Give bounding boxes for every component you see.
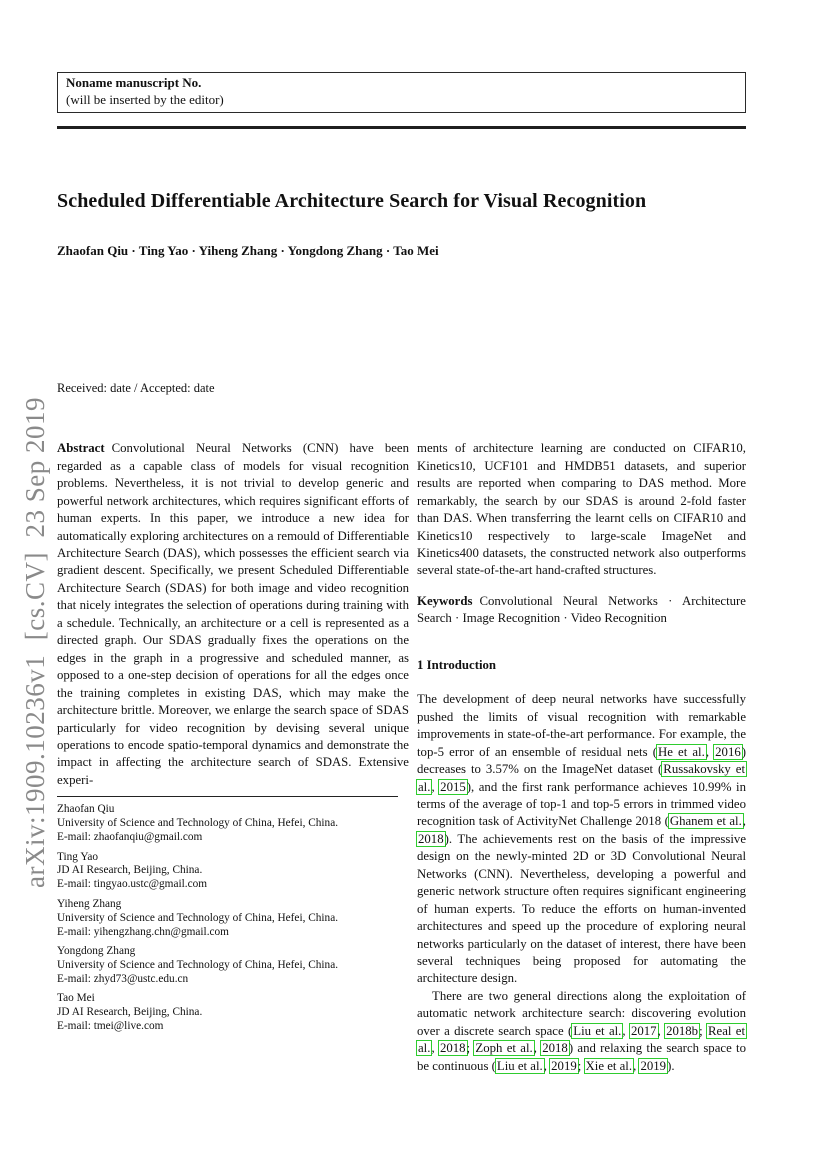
citation-link[interactable]: Russakovsky et al.: [418, 762, 746, 794]
footnote-affiliation: University of Science and Technology of China, Hefei, China.: [57, 817, 339, 830]
citation-link[interactable]: 2019: [551, 1058, 577, 1073]
citation-link[interactable]: 2016: [715, 744, 741, 759]
citation-link[interactable]: 2015: [440, 779, 466, 794]
footnote-affiliation: JD AI Research, Beijing, China.: [57, 864, 203, 877]
footnote-email: E-mail: tingyao.ustc@gmail.com: [57, 878, 208, 891]
citation-link[interactable]: 2018: [418, 831, 444, 846]
right-column: [417, 440, 746, 1075]
section-heading-introduction: 1 Introduction: [417, 657, 497, 672]
received-accepted-line: Received: date / Accepted: date: [57, 381, 215, 396]
footnote-email: E-mail: yihengzhang.chn@gmail.com: [57, 925, 229, 938]
manuscript-note-box: [57, 72, 746, 113]
footnote-email: E-mail: tmei@live.com: [57, 1020, 164, 1032]
citation-link[interactable]: He et al.: [657, 744, 705, 759]
footnote-affiliation: JD AI Research, Beijing, China.: [57, 1006, 203, 1019]
intro-paragraph-1: The development of deep neural networks have successfully pushed the limits of visual recognition with remarkable improvements in state-of-the-art performance. For example, the top-5 error of an ensemble of residual nets (He et al., 2016) decreases to 3.57% on the ImageNet dataset (Russakovsky et al., 2015), and the first rank performance achieves 10.99% in terms of the average of top-1 and top-5 errors in trimmed video recognition task of ActivityNet Challenge 2018 (Ghanem et al., 2018). The achievements rest on the basis of the impressive design on the newly-minted 2D or 3D Convolutional Neural Networks (CNN). Nevertheless, developing a powerful and generic network structure often requires significant engineering of human experts. To reduce the efforts on human-invented architectures and speed up the procedure of exploring neural networks particularly on the dataset of interest, there have been several techniques being proposed for automating the architecture design.: [417, 692, 746, 986]
citation-link[interactable]: 2017: [630, 1023, 657, 1038]
footnote-entry: [57, 992, 409, 1034]
footnote-block: [57, 796, 409, 1034]
keywords-paragraph: [417, 593, 746, 628]
citation-link[interactable]: 2018: [542, 1041, 568, 1056]
two-column-body: [57, 440, 746, 1075]
abstract-paragraph: [57, 440, 409, 789]
citation-link[interactable]: Xie et al.: [585, 1058, 633, 1073]
citation-link[interactable]: Real et al.: [418, 1023, 746, 1056]
footnote-affiliation: University of Science and Technology of China, Hefei, China.: [57, 911, 339, 924]
citation-link[interactable]: Liu et al.: [573, 1023, 622, 1038]
footnote-entry: [57, 803, 409, 845]
citation-link[interactable]: 2019: [640, 1058, 667, 1073]
keywords-text: Convolutional Neural Networks · Architecture Search · Image Recognition · Video Recognition: [417, 593, 746, 626]
abstract-continuation: ments of architecture learning are conducted on CIFAR10, Kinetics10, UCF101 and HMDB51 datasets, and superior results are reported when comparing to DAS method. More remarkably, the search by our SDAS is around 2-fold faster than DAS. When transferring the learnt cells on CIFAR10 and Kinetics10 respectively to large-scale ImageNet and Kinetics400 datasets, the constructed network also outperforms several state-of-the-art hand-crafted structures.: [417, 441, 746, 578]
paper-page: [57, 0, 746, 1075]
footnote-entry: [57, 945, 409, 987]
footnote-email: E-mail: zhyd73@ustc.edu.cn: [57, 972, 189, 985]
footnote-author-name: Zhaofan Qiu: [57, 803, 115, 816]
footnote-entry: [57, 851, 409, 893]
footnote-author-name: Tao Mei: [57, 992, 95, 1005]
citation-link[interactable]: Zoph et al.: [475, 1041, 533, 1056]
intro-paragraph-2: There are two general directions along the exploitation of automatic network architecture search: discovering evolution over a discrete search space (Liu et al., 2017, 2018b; Real et al., 2018; Zoph et al., 2018) and relaxing the search space to be continuous (Liu et al., 2019; Xie et al., 2019).: [417, 988, 747, 1073]
footnote-author-name: Yongdong Zhang: [57, 944, 136, 957]
footnote-rule: [57, 796, 398, 797]
footnote-email: E-mail: zhaofanqiu@gmail.com: [57, 831, 203, 844]
citation-link[interactable]: Liu et al.: [496, 1058, 543, 1073]
footnote-entry: [57, 898, 409, 940]
manuscript-note-line1: Noname manuscript No.: [66, 75, 202, 90]
abstract-label: Abstract: [57, 441, 105, 456]
footnote-author-name: Yiheng Zhang: [57, 897, 122, 910]
arxiv-stamp: arXiv:1909.10236v1 [cs.CV] 23 Sep 2019: [20, 397, 50, 888]
left-column: [57, 440, 409, 1075]
footnote-affiliation: University of Science and Technology of China, Hefei, China.: [57, 958, 339, 971]
header-divider: [57, 126, 746, 129]
citation-link[interactable]: 2018: [439, 1041, 466, 1056]
authors-line: Zhaofan Qiu · Ting Yao · Yiheng Zhang · Yongdong Zhang · Tao Mei: [57, 243, 439, 259]
keywords-label: Keywords: [417, 593, 473, 608]
citation-link[interactable]: 2018b: [666, 1023, 699, 1038]
page-title: Scheduled Differentiable Architecture Search for Visual Recognition: [57, 190, 647, 213]
manuscript-note-line2: (will be inserted by the editor): [66, 91, 224, 107]
footnote-author-name: Ting Yao: [57, 850, 99, 863]
citation-link[interactable]: Ghanem et al.: [669, 814, 742, 829]
abstract-text-col1: Convolutional Neural Networks (CNN) have been regarded as a capable class of models for visual recognition problems. Nevertheless, it is not trivial to develop generic and powerful network architectures, which requires significant efforts of human experts. In this paper, we introduce a new idea for automatically exploring architectures on a remould of Differentiable Architecture Search (DAS), which possesses the efficient search via gradient descent. Specifically, we present Scheduled Differentiable Architecture Search (SDAS) for both image and video recognition that nicely integrates the selection of operations during training with a schedule. Technically, an architecture or a cell is represented as a directed graph. Our SDAS gradually fixes the operations on the edges in the graph in a progressive and scheduled manner, as opposed to a one-step decision of operations for all the edges once the training completes in existing DAS, which may make the architecture brittle. Moreover, we enlarge the search space of SDAS particularly for video recognition by devising several unique operations to encode spatio-temporal dynamics and demonstrate the impact in affecting the architecture search of SDAS. Extensive experi-: [57, 441, 409, 787]
